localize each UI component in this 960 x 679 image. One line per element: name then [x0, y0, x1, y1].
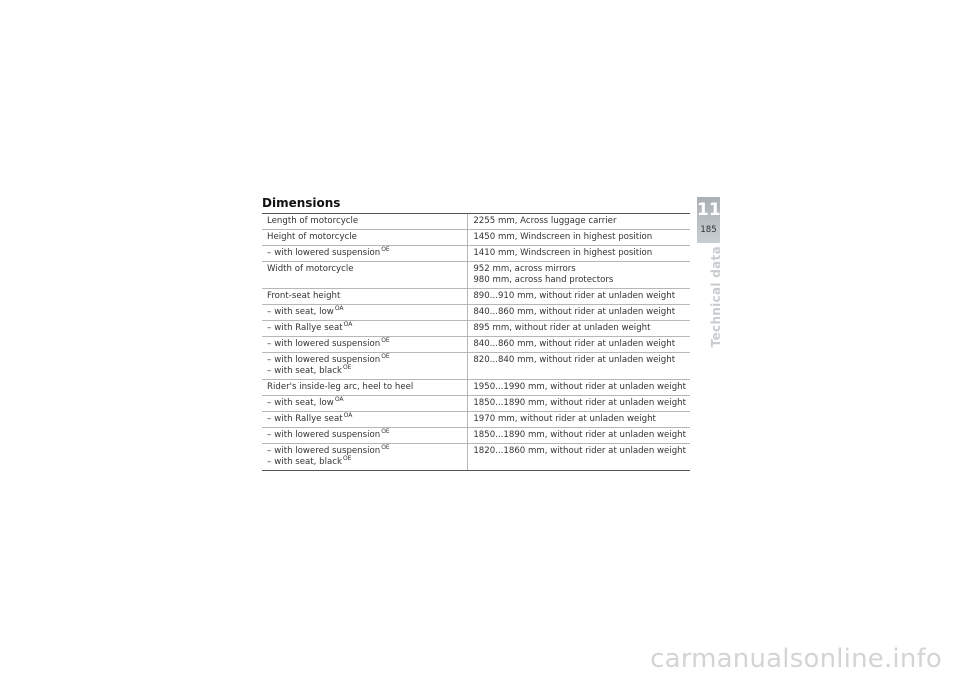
table-row: [262, 428, 690, 444]
equipment-code: OA: [334, 305, 344, 312]
equipment-code: OE: [342, 455, 352, 462]
equipment-code: OE: [381, 444, 390, 451]
chapter-number: 11: [697, 200, 721, 220]
equipment-code: OE: [381, 353, 390, 360]
row-label-text: with lowered suspension: [274, 248, 381, 258]
table-row: [262, 230, 690, 246]
table-row: [262, 444, 690, 471]
row-label: [267, 216, 463, 227]
table-row: [262, 321, 690, 337]
row-label: [267, 382, 463, 393]
row-value-cell: [468, 428, 690, 444]
row-value: 1820...1860 mm, without rider at unladen weight: [473, 446, 686, 456]
row-value-cell: [468, 246, 690, 262]
list-dash: –: [267, 414, 272, 424]
table-row: [262, 289, 690, 305]
row-label-cell: [262, 246, 468, 262]
row-value-cell: [468, 305, 690, 321]
row-label-text: with lowered suspension: [274, 430, 381, 440]
row-value: 1970 mm, without rider at unladen weight: [473, 414, 656, 424]
row-value-cell: [468, 289, 690, 305]
row-value: 840...860 mm, without rider at unladen weight: [473, 307, 676, 317]
page-number: 185: [700, 225, 717, 235]
chapter-tab: [697, 197, 720, 243]
table-row: [262, 337, 690, 353]
row-label: [267, 457, 463, 468]
row-label-cell: [262, 230, 468, 246]
row-value-cell: [468, 321, 690, 337]
row-value-cell: [468, 262, 690, 289]
row-value: 820...840 mm, without rider at unladen weight: [473, 355, 676, 365]
table-row: [262, 305, 690, 321]
row-label-cell: [262, 396, 468, 412]
table-row: [262, 262, 690, 289]
row-label-text: with seat, black: [274, 457, 342, 467]
row-value: 1850...1890 mm, without rider at unladen weight: [473, 398, 686, 408]
dimensions-table: [262, 213, 690, 471]
row-label: [267, 414, 463, 425]
row-label: [267, 232, 463, 243]
row-label-cell: [262, 412, 468, 428]
equipment-code: OA: [343, 412, 353, 419]
row-value: 1850...1890 mm, without rider at unladen weight: [473, 430, 686, 440]
row-label-text: Rider's inside-leg arc, heel to heel: [267, 382, 414, 392]
row-value-cell: [468, 412, 690, 428]
list-dash: –: [267, 323, 272, 333]
row-label-text: with lowered suspension: [274, 355, 381, 365]
row-label-cell: [262, 428, 468, 444]
table-row: [262, 214, 690, 230]
row-label-cell: [262, 321, 468, 337]
row-value-cell: [468, 337, 690, 353]
row-label-text: with lowered suspension: [274, 446, 381, 456]
row-label-text: with Rallye seat: [274, 414, 343, 424]
row-label-text: with seat, low: [274, 307, 334, 317]
table-row: [262, 380, 690, 396]
row-label-cell: [262, 444, 468, 471]
row-label-cell: [262, 353, 468, 380]
equipment-code: OE: [381, 246, 390, 253]
row-value-cell: [468, 444, 690, 471]
equipment-code: OE: [381, 337, 390, 344]
row-label: [267, 323, 463, 334]
list-dash: –: [267, 398, 272, 408]
row-label: [267, 430, 463, 441]
row-label: [267, 446, 463, 457]
list-dash: –: [267, 355, 272, 365]
row-value: 1950...1990 mm, without rider at unladen weight: [473, 382, 686, 392]
row-label-text: Front-seat height: [267, 291, 341, 301]
table-row: [262, 246, 690, 262]
equipment-code: OA: [334, 396, 344, 403]
equipment-code: OE: [342, 364, 352, 371]
row-label: [267, 355, 463, 366]
row-value: 952 mm, across mirrors: [473, 264, 576, 274]
row-label-text: with seat, low: [274, 398, 334, 408]
row-value-cell: [468, 214, 690, 230]
row-value: 895 mm, without rider at unladen weight: [473, 323, 651, 333]
table-row: [262, 353, 690, 380]
row-label-cell: [262, 380, 468, 396]
list-dash: –: [267, 366, 272, 376]
list-dash: –: [267, 457, 272, 467]
row-value: 1410 mm, Windscreen in highest position: [473, 248, 653, 258]
list-dash: –: [267, 339, 272, 349]
row-value-cell: [468, 230, 690, 246]
row-label-cell: [262, 214, 468, 230]
row-label: [267, 248, 463, 259]
list-dash: –: [267, 307, 272, 317]
list-dash: –: [267, 446, 272, 456]
watermark: carmanualsonline.info: [650, 644, 942, 674]
list-dash: –: [267, 248, 272, 258]
row-label-cell: [262, 289, 468, 305]
row-label: [267, 307, 463, 318]
dimensions-table-body: [262, 214, 690, 471]
list-dash: –: [267, 430, 272, 440]
row-label-text: with lowered suspension: [274, 339, 381, 349]
row-label-text: with seat, black: [274, 366, 342, 376]
row-value-cell: [468, 353, 690, 380]
row-label: [267, 398, 463, 409]
row-label-text: Width of motorcycle: [267, 264, 354, 274]
row-label-text: Length of motorcycle: [267, 216, 359, 226]
row-value: 840...860 mm, without rider at unladen weight: [473, 339, 676, 349]
row-value-cell: [468, 396, 690, 412]
row-label-text: with Rallye seat: [274, 323, 343, 333]
row-label-cell: [262, 305, 468, 321]
section-heading: Dimensions: [262, 196, 341, 210]
table-row: [262, 396, 690, 412]
row-value: 1450 mm, Windscreen in highest position: [473, 232, 653, 242]
row-label: [267, 291, 463, 302]
chapter-title: Technical data: [709, 246, 723, 348]
row-value: 890...910 mm, without rider at unladen weight: [473, 291, 676, 301]
table-row: [262, 412, 690, 428]
row-label: [267, 339, 463, 350]
row-value-cell: [468, 380, 690, 396]
equipment-code: OA: [343, 321, 353, 328]
row-value: 980 mm, across hand protectors: [473, 275, 614, 285]
row-label: [267, 264, 463, 275]
row-label-cell: [262, 337, 468, 353]
row-label-text: Height of motorcycle: [267, 232, 357, 242]
row-label: [267, 366, 463, 377]
row-label-cell: [262, 262, 468, 289]
row-value: 2255 mm, Across luggage carrier: [473, 216, 617, 226]
equipment-code: OE: [381, 428, 390, 435]
